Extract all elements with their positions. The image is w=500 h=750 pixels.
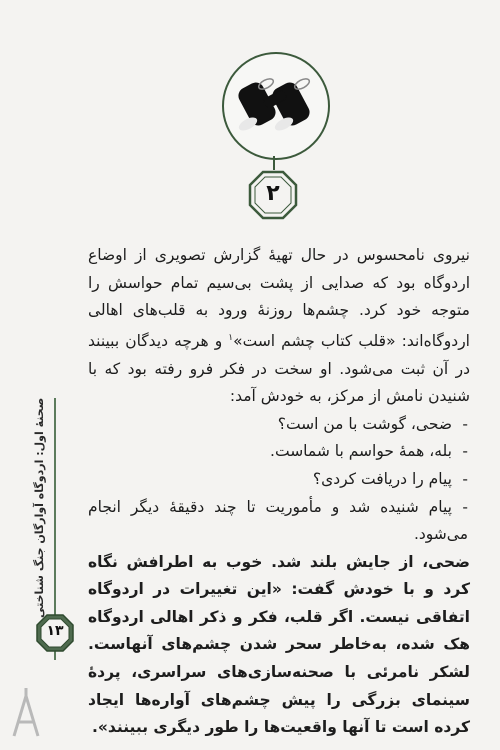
dialog-line: -پیام را دریافت کردی؟ <box>312 469 468 488</box>
dialog-line: -ضحی، گوشت با من است؟ <box>277 414 468 433</box>
page-number: ۱۳ <box>46 623 64 639</box>
chapter-number: ۲ <box>266 181 280 206</box>
chapter-number-badge <box>248 170 298 220</box>
footnote-marker: ۱ <box>228 332 234 343</box>
running-title: صحنهٔ اول: اردوگاه آوارگان جنگ شناختی <box>33 398 46 619</box>
dialog-text: پیام شنیده شد و مأموریت تا چند دقیقهٔ دیگر انجام می‌شود. <box>88 497 468 544</box>
emblem-connector <box>273 156 275 170</box>
closing-paragraph: ضحی، از جایش بلند شد. خوب به اطرافش نگاه کرد و با خودش گفت: «این تغییرات در اردوگاه اتفاقی نیست. اگر قلب، فکر و ذکر اهالی اردوگاه هک شده، به‌خاطر سحر شدن چشم‌های آنهاست. لشکر نامرئی با صحنه‌سازی‌های سراسری، پردهٔ سینمای بزرگی را پیش چشم‌های آواره‌ها ایجاد کرده است تا آنها واقعیت‌ها را طور دیگری ببینند». <box>88 552 470 737</box>
dialog-text: بله، همهٔ حواسم با شماست. <box>270 442 452 461</box>
dialog-text: ضحی، گوشت با من است؟ <box>277 414 452 433</box>
publisher-logo-icon <box>6 686 46 742</box>
opening-text: نیروی نامحسوس در حال تهیهٔ گزارش تصویری از اوضاع اردوگاه بود که صدایی از پشت بی‌سیم تمام حواسش را متوجه خود کرد. چشم‌ها روزنهٔ ورود به قلب‌های اهالی اردوگاه‌اند: «قلب کتاب چشم است» <box>88 246 470 350</box>
chapter-emblem <box>222 52 330 160</box>
chapter-body <box>88 242 470 742</box>
page-number-badge <box>36 614 74 652</box>
dialog-line: -پیام شنیده شد و مأموریت تا چند دقیقهٔ دیگر انجام می‌شود. <box>88 497 468 544</box>
dialog-line: -بله، همهٔ حواسم با شماست. <box>270 442 468 461</box>
binoculars-icon <box>224 54 328 158</box>
opening-paragraph <box>88 242 470 411</box>
opening-text-continued: و هرچه دیدگان ببینند در آن ثبت می‌شود. او سخت در فکر فرو رفته بود که با شنیدن نامش از مرکز، به خودش آمد: <box>88 331 470 406</box>
dialog-text: پیام را دریافت کردی؟ <box>312 469 452 488</box>
